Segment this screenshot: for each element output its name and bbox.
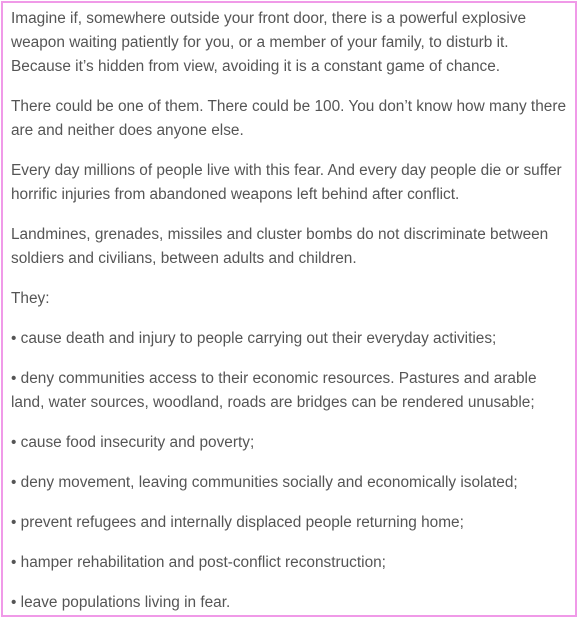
weapons-paragraph: Landmines, grenades, missiles and cluster bombs do not discriminate between soldiers and civilians, between adults and children. [11, 226, 549, 267]
article-frame [1, 1, 577, 617]
bullet-item-fear: • leave populations living in fear. [11, 594, 231, 611]
bullet-item-food: • cause food insecurity and poverty; [11, 434, 255, 451]
they-label: They: [11, 290, 50, 307]
intro-paragraph: Imagine if, somewhere outside your front door, there is a powerful explosive weapon waiting patiently for you, or a member of your family, to disturb it. Because it’s hidden from view, avoiding it is a constant game of chance. [11, 10, 526, 75]
bullet-item-death: • cause death and injury to people carrying out their everyday activities; [11, 330, 497, 347]
bullet-item-economic: • deny communities access to their economic resources. Pastures and arable land, water sources, woodland, roads are bridges can be rendered unusable; [11, 370, 537, 411]
bullet-item-rehabilitation: • hamper rehabilitation and post-conflict reconstruction; [11, 554, 386, 571]
fear-paragraph: Every day millions of people live with this fear. And every day people die or suffer horrific injuries from abandoned weapons left behind after conflict. [11, 162, 562, 203]
article-body [11, 7, 571, 631]
bullet-item-movement: • deny movement, leaving communities socially and economically isolated; [11, 474, 518, 491]
count-paragraph: There could be one of them. There could be 100. You don’t know how many there are and neither does anyone else. [11, 98, 567, 139]
bullet-item-refugees: • prevent refugees and internally displaced people returning home; [11, 514, 464, 531]
